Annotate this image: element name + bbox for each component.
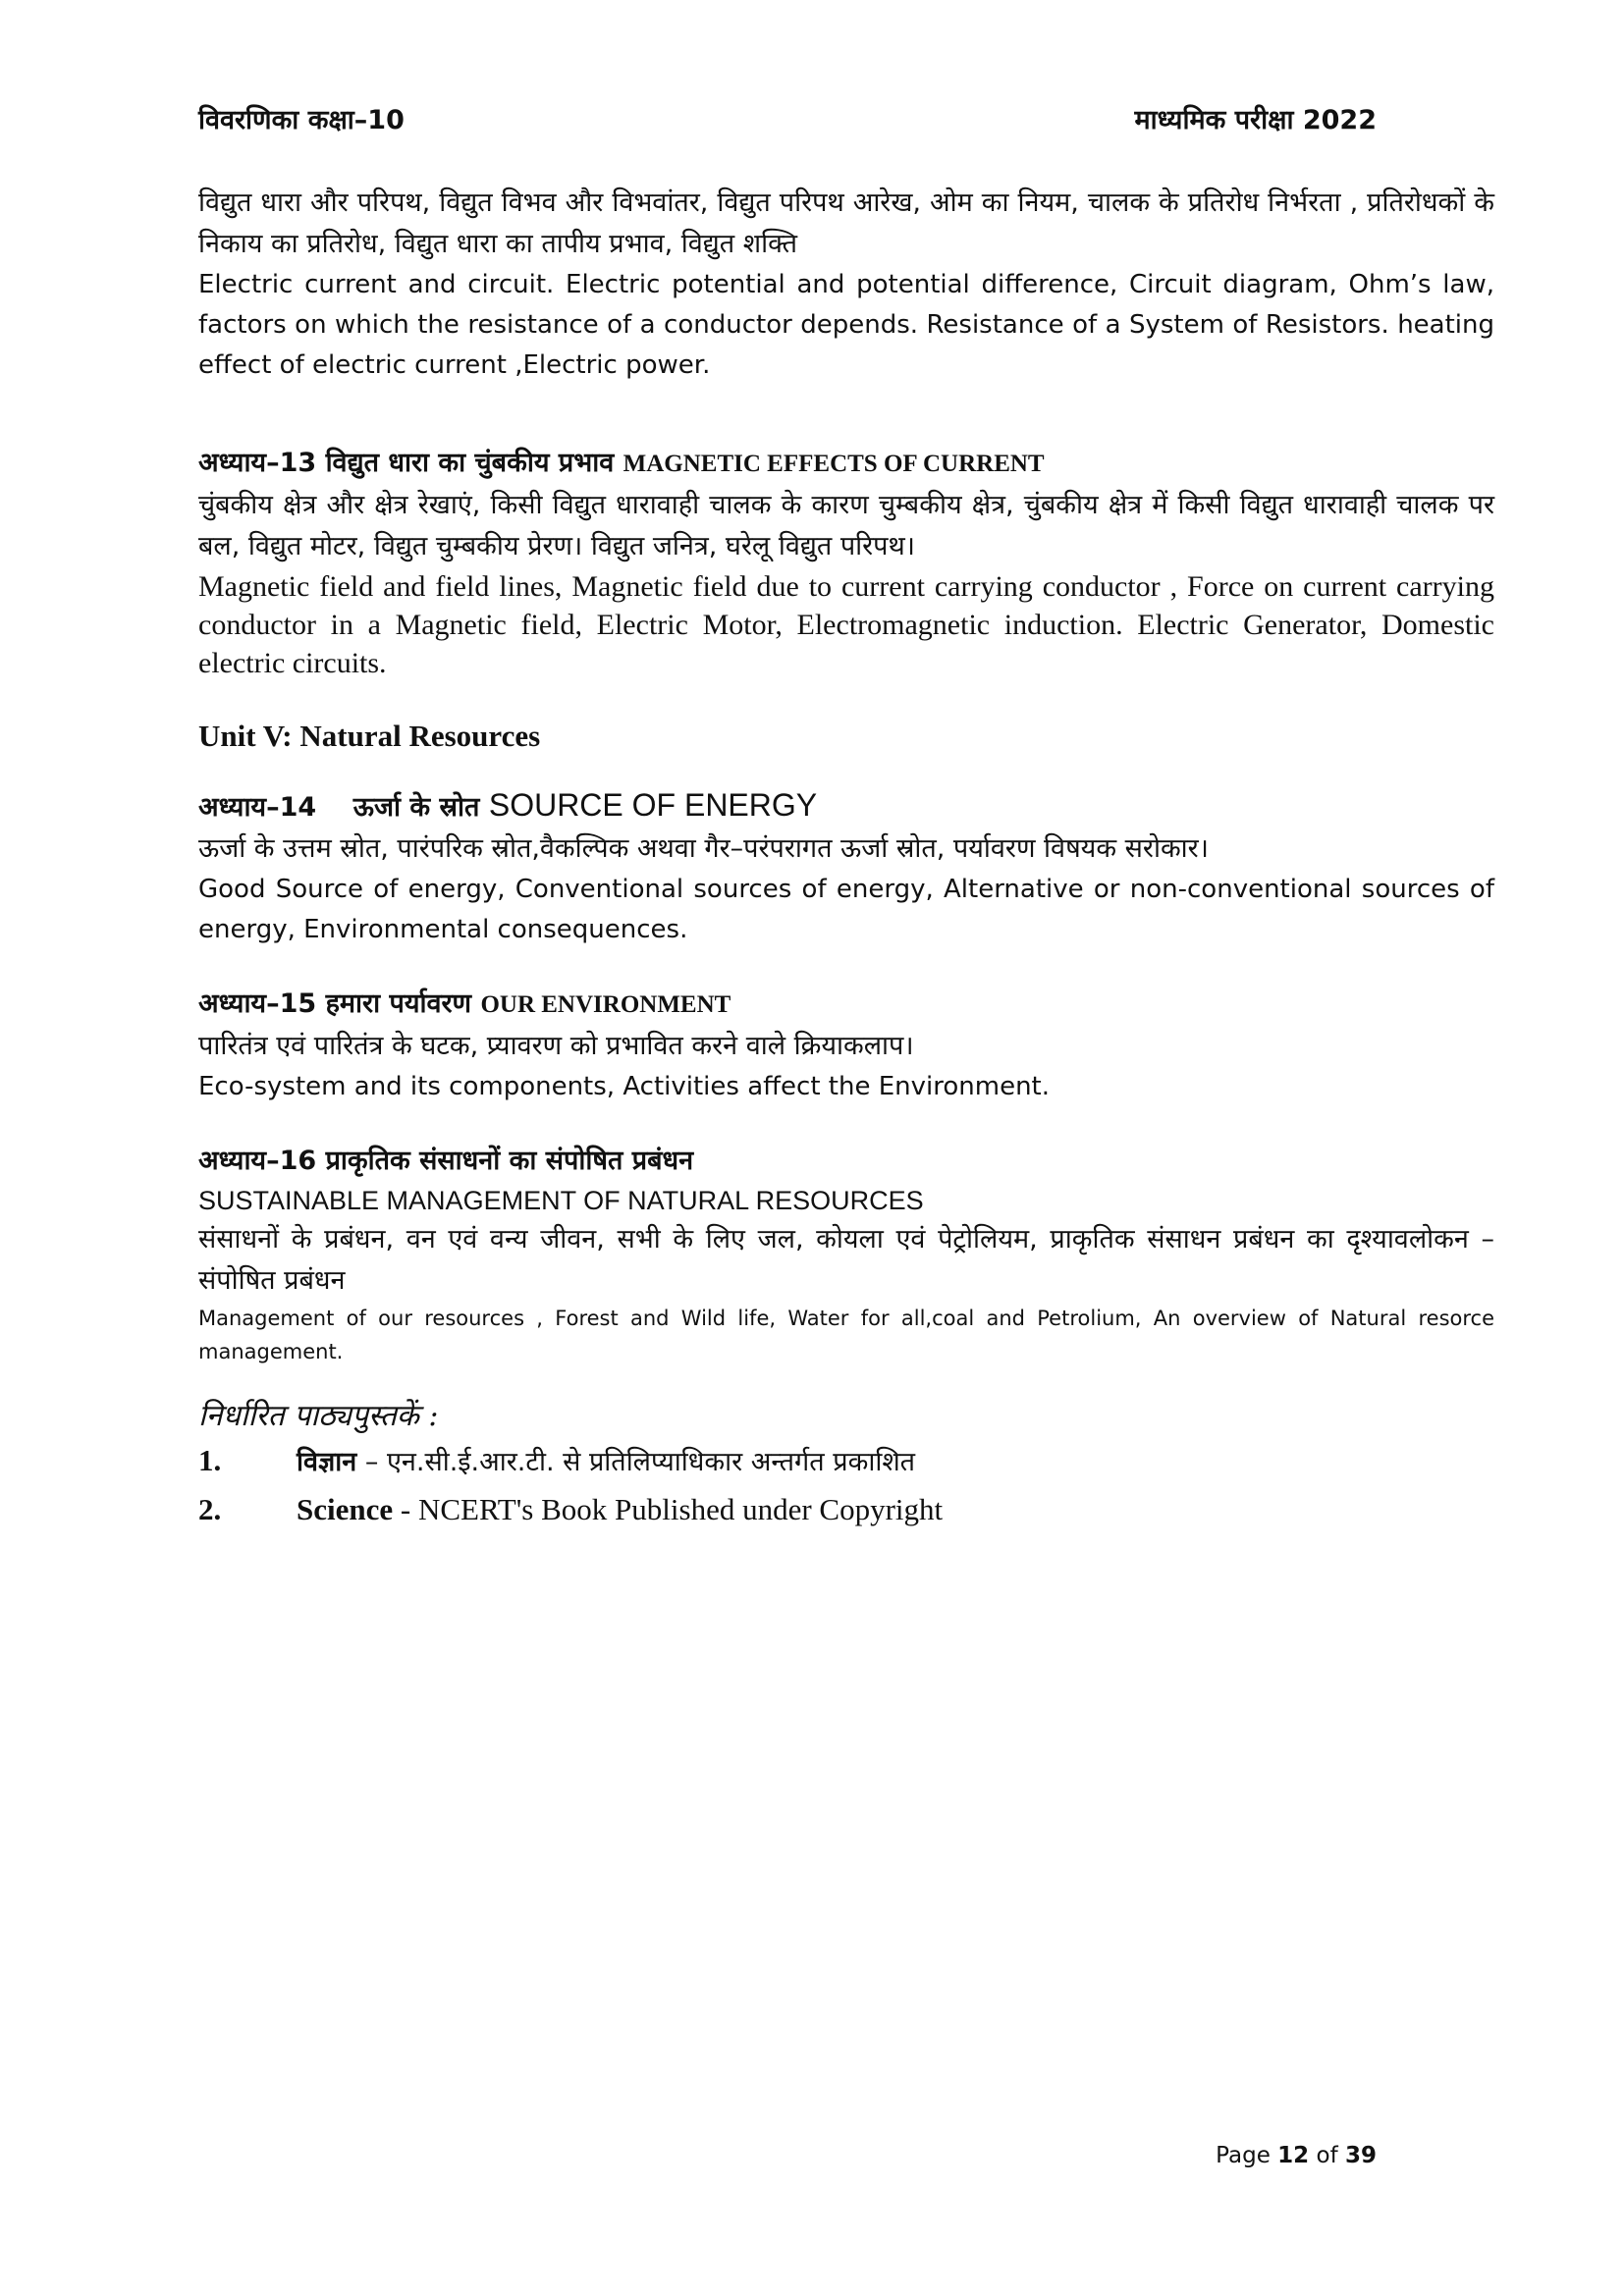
total-pages-number: 39	[1344, 2143, 1377, 2168]
chapter-13-heading	[198, 443, 1494, 485]
intro-english-text: Electric current and circuit. Electric potential and potential difference, Circuit diagram, Ohm’s law, factors on which the resistance of a conductor depends. Resistance of a System of Resistors. heating effect of electric current ,Electric power.	[198, 270, 1494, 380]
unit-5-title: Unit V: Natural Resources	[198, 719, 541, 753]
book-name: विज्ञान	[297, 1447, 357, 1477]
chapter-15-hindi-text: पारितंत्र एवं पारितंत्र के घटक, प्र्यावरण को प्रभावित करने वाले क्रियाकलाप।	[198, 1031, 914, 1061]
intro-hindi-text: विद्युत धारा और परिपथ, विद्युत विभव और विभवांतर, विद्युत परिपथ आरेख, ओम का नियम, चालक के प्रतिरोध निर्भरता , प्रतिरोधकों के निकाय का प्रतिरोध, विद्युत धारा का तापीय प्रभाव, विद्युत शक्ति	[198, 187, 1495, 259]
of-label: of	[1309, 2143, 1345, 2168]
current-page-number: 12	[1277, 2143, 1310, 2168]
header-left-title: विवरणिका कक्षा–10	[198, 105, 405, 135]
book-number: 1.	[198, 1443, 222, 1477]
book-item	[198, 1486, 1494, 1533]
book-name: Science	[297, 1492, 394, 1526]
book-description: – एन.सी.ई.आर.टी. से प्रतिलिप्याधिकार अन्तर्गत प्रकाशित	[356, 1447, 916, 1477]
chapter-15-heading-hindi: अध्याय–15 हमारा पर्यावरण	[198, 988, 472, 1019]
page-content	[198, 183, 1494, 1533]
chapter-14-heading-english: SOURCE OF ENERGY	[488, 787, 818, 823]
header-right-title: माध्यमिक परीक्षा 2022	[1134, 105, 1377, 135]
chapter-13-english-text: Magnetic field and field lines, Magnetic field due to current carrying conductor , Force on current carrying conductor in a Magnetic field, Electric Motor, Electromagnetic induction. Electric Generator, Domestic electric circuits.	[198, 570, 1494, 679]
chapter-15-english-text: Eco-system and its components, Activities affect the Environment.	[198, 1072, 1051, 1101]
chapter-15-heading-english: OUR ENVIRONMENT	[480, 991, 731, 1018]
chapter-14-hindi-text: ऊर्जा के उत्तम स्रोत, पारंपरिक स्रोत,वैकल्पिक अथवा गैर–परंपरागत ऊर्जा स्रोत, पर्यावरण विषयक सरोकार।	[198, 833, 1209, 864]
book-description: - NCERT's Book Published under Copyright	[393, 1492, 944, 1526]
chapter-14-heading	[198, 784, 1494, 828]
chapter-13-hindi-text: चुंबकीय क्षेत्र और क्षेत्र रेखाएं, किसी विद्युत धारावाही चालक के कारण चुम्बकीय क्षेत्र, चुंबकीय क्षेत्र में किसी विद्युत धारावाही चालक पर बल, विद्युत मोटर, विद्युत चुम्बकीय प्रेरण। विद्युत जनित्र, घरेलू विद्युत परिपथ।	[198, 490, 1494, 561]
chapter-16-hindi-text: संसाधनों के प्रबंधन, वन एवं वन्य जीवन, सभी के लिए जल, कोयला एवं पेट्रोलियम, प्राकृतिक संसाधन प्रबंधन का दृश्यावलोकन – संपोषित प्रबंधन	[198, 1224, 1494, 1296]
chapter-14-heading-hindi: अध्याय–14 ऊर्जा के स्रोत	[198, 792, 480, 823]
chapter-16-english-text: Management of our resources , Forest and Wild life, Water for all,coal and Petrolium, An overview of Natural resorce management.	[198, 1307, 1494, 1363]
prescribed-books-title: निर्धारित पाठ्यपुस्तकें :	[198, 1399, 439, 1433]
book-item	[198, 1437, 1494, 1486]
page-label: Page	[1216, 2143, 1278, 2168]
chapter-13-heading-hindi: अध्याय–13 विद्युत धारा का चुंबकीय प्रभाव	[198, 448, 615, 478]
chapter-15-heading	[198, 984, 1494, 1026]
chapter-13-heading-english: MAGNETIC EFFECTS OF CURRENT	[623, 451, 1045, 477]
chapter-16-heading-english: SUSTAINABLE MANAGEMENT OF NATURAL RESOURCES	[198, 1186, 924, 1215]
book-number: 2.	[198, 1492, 222, 1526]
page-number-footer	[1216, 2143, 1377, 2168]
chapter-16-heading-hindi: अध्याय–16 प्राकृतिक संसाधनों का संपोषित प्रबंधन	[198, 1146, 694, 1176]
chapter-14-english-text: Good Source of energy, Conventional sources of energy, Alternative or non-conventional sources of energy, Environmental consequences.	[198, 875, 1494, 944]
